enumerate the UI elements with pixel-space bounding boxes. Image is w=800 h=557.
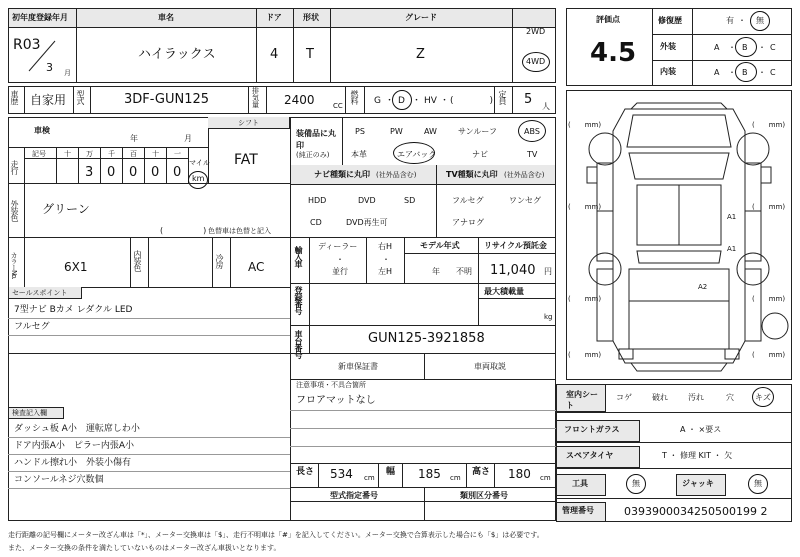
ext-dot-2: ・	[758, 43, 766, 52]
door-header: ドア	[266, 13, 282, 22]
cc-unit: CC	[333, 102, 343, 110]
footer-line-2: また、メーター交換の条件を満たしていないものはメーター改ざん車扱いとなります。	[8, 544, 281, 552]
car-name-header: 車名	[158, 13, 174, 22]
color-note: 色替車は色替と記入	[208, 227, 271, 235]
fuel-d: D	[398, 96, 405, 106]
car-diagram	[567, 91, 791, 379]
drive-4wd: 4WD	[526, 57, 546, 66]
height-label: 高さ	[472, 467, 491, 477]
manual-label: 車両取説	[474, 362, 506, 371]
model-year-unknown: 不明	[456, 267, 472, 276]
equip-tv: TV	[527, 150, 538, 159]
ext-b: B	[742, 43, 748, 52]
shape-value: T	[306, 47, 314, 62]
int-dot-2: ・	[758, 68, 766, 77]
colorno-value: 6X1	[64, 260, 88, 274]
frame-label: 車台番号	[294, 330, 303, 358]
nav-sub: (社外品含む)	[376, 171, 417, 179]
vehicle-row	[8, 27, 556, 83]
interior-label: 室内シート	[566, 390, 598, 410]
width-value: 185	[418, 467, 441, 481]
reg-era: R03	[13, 37, 41, 53]
int-b: B	[742, 68, 748, 77]
shift-value: FAT	[234, 152, 258, 168]
mgmt-label: 管理番号	[562, 506, 594, 515]
mark-a1-lower: A1	[727, 245, 737, 253]
interior-koge: コゲ	[616, 393, 632, 402]
nav-sd: SD	[404, 196, 416, 205]
digit-hdr-1: 万	[86, 150, 93, 158]
int-dot-1: ・	[728, 68, 736, 77]
tv-oneseg: ワンセグ	[509, 196, 541, 205]
warranty-label: 新車保証書	[338, 362, 378, 371]
use-value: 自家用	[30, 93, 67, 107]
inspection-year: 年	[130, 134, 138, 143]
length-cm: cm	[364, 474, 375, 482]
equip-sunroof: サンルーフ	[458, 127, 497, 136]
color-label: 外装色	[10, 200, 19, 221]
equip-ps: PS	[355, 127, 365, 136]
displacement-label: 排気量	[252, 87, 259, 109]
nav-dvd: DVD	[358, 196, 376, 205]
ext-a: A	[714, 43, 720, 52]
inspector-line-0: ダッシュ板 A小 運転席しわ小	[14, 424, 140, 434]
digit-hdr-4: 十	[152, 150, 159, 158]
model-year-unit: 年	[432, 267, 440, 276]
max-load-label: 最大積載量	[484, 287, 524, 296]
mgmt-value: 0393900034250500199 2	[624, 505, 768, 518]
first-reg-header: 初年度登録年月	[12, 13, 68, 22]
nav-dvd-play: DVD再生可	[346, 218, 388, 227]
import-dot-2: ・	[382, 255, 390, 264]
sales-label: セールスポイント	[12, 289, 68, 297]
score-label: 評価点	[596, 15, 620, 24]
inspector-label: 検査記入欄	[12, 409, 47, 417]
ac-value: AC	[248, 260, 265, 274]
footer-line-1: 走行距離の記号欄にメーター改ざん車は「*」、メーター交換車は「$」、走行不明車は「#」を記入してください。メーター交換で合算表示した場合にも「$」は必要です。	[8, 531, 544, 539]
displacement-value: 2400	[284, 93, 315, 107]
colorno-label: カラーNo.	[10, 252, 18, 279]
fuel-hv: HV	[424, 96, 437, 106]
mm-bracket-1: ( mm)	[752, 121, 786, 129]
mm-bracket-2: ( mm)	[568, 203, 602, 211]
recycle-value: 11,040	[490, 263, 536, 278]
equip-pw: PW	[390, 127, 403, 136]
recycle-yen: 円	[544, 267, 552, 276]
fuel-label: 燃料	[350, 90, 359, 104]
fuel-dot-2: ・	[412, 96, 422, 106]
tool-label: 工具	[572, 479, 588, 488]
import-rh: 右H	[378, 242, 393, 251]
int-c: C	[770, 68, 776, 77]
import-dealer: ディーラー	[318, 242, 358, 251]
header-row	[8, 8, 556, 28]
interior-yogore: 汚れ	[688, 393, 704, 402]
spare-value: T ・ 修理 KIT ・ 欠	[662, 451, 733, 460]
equip-aw: AW	[424, 127, 437, 136]
jack-value: 無	[754, 479, 762, 488]
color-value: グリーン	[42, 202, 90, 216]
ext-dot-1: ・	[728, 43, 736, 52]
recycle-label: リサイクル預託金	[484, 241, 547, 250]
spare-label: スペアタイヤ	[566, 451, 614, 460]
nav-hdd: HDD	[308, 196, 327, 205]
jack-label: ジャッキ	[682, 479, 714, 488]
equip-leather: 本革	[351, 150, 367, 159]
mark-a2: A2	[698, 283, 708, 291]
height-cm: cm	[540, 474, 551, 482]
mark-a1-upper: A1	[727, 213, 737, 221]
tv-analog: アナログ	[452, 218, 484, 227]
capacity-unit: 人	[542, 102, 550, 111]
length-label: 長さ	[296, 467, 315, 477]
mm-bracket-5: ( mm)	[752, 295, 786, 303]
inspector-line-3: コンソールネジ穴数個	[14, 475, 104, 485]
grade-header: グレード	[405, 13, 437, 22]
interior-ana: 穴	[726, 393, 734, 402]
digit-hdr-2: 千	[108, 150, 115, 158]
max-load-kg: kg	[544, 313, 553, 321]
tv-sub: (社外品含む)	[504, 171, 545, 179]
repair-yes: 有	[726, 16, 734, 25]
fuel-other: ( )	[450, 96, 494, 106]
interior-color-label: 内装色	[133, 250, 142, 271]
digit-3: 0	[151, 165, 160, 180]
mm-bracket-0: ( mm)	[568, 121, 602, 129]
equip-airbag: エアバック	[397, 150, 437, 159]
tv-title: TV種類に丸印	[446, 170, 498, 179]
reg-month-unit: 月	[64, 69, 71, 77]
interior-yabure: 破れ	[652, 393, 668, 402]
import-dot-1: ・	[336, 255, 344, 264]
equip-navi: ナビ	[472, 150, 488, 159]
width-label: 幅	[386, 467, 396, 477]
door-value: 4	[270, 47, 279, 62]
sales-line-0: 7型ナビ Bカメ レダクル LED	[14, 305, 133, 315]
sales-line-1: フルセグ	[14, 322, 50, 332]
glass-value: A ・ ×要ス	[680, 425, 722, 434]
notes-value: フロアマットなし	[296, 395, 376, 406]
ac-label: 冷房	[215, 254, 224, 268]
mileage-kigo: 記号	[32, 150, 46, 158]
digit-hdr-0: 十	[64, 150, 71, 158]
inspection-label: 車検	[34, 126, 50, 135]
notes-label: 注意事項・不具合箇所	[296, 381, 366, 389]
repair-no: 無	[756, 16, 764, 25]
nav-title: ナビ種類に丸印	[314, 170, 370, 179]
car-name-value: ハイラックス	[138, 47, 216, 62]
grade-value: Z	[416, 47, 425, 62]
fuel-g: G	[374, 96, 381, 106]
reg-month: 3	[46, 61, 53, 74]
digit-4: 0	[173, 165, 182, 180]
model-year-label: モデル年式	[420, 241, 460, 250]
ext-label: 外装	[660, 42, 676, 51]
inspector-line-1: ドア内張A小 ピラー内張A小	[14, 441, 135, 451]
capacity-value: 5	[524, 92, 533, 107]
model-value: 3DF-GUN125	[124, 92, 210, 107]
import-lh: 左H	[378, 267, 393, 276]
frame-value: GUN125-3921858	[368, 331, 485, 346]
fuel-dot-1: ・	[385, 96, 395, 106]
shift-label: シフト	[238, 119, 259, 127]
equip-label: 装備品に丸印	[296, 129, 336, 150]
shape-header: 形状	[303, 13, 319, 22]
mm-bracket-4: ( mm)	[568, 295, 602, 303]
color-note-paren: ( )	[160, 226, 207, 235]
repair-label: 修復歴	[658, 16, 682, 25]
digit-2: 0	[129, 165, 138, 180]
int-label: 内装	[660, 67, 676, 76]
type-num-label: 型式指定番号	[330, 491, 378, 500]
unit-km: km	[192, 174, 205, 183]
digit-0: 3	[85, 165, 94, 180]
reg-label: 登録番号	[294, 286, 303, 314]
history-label: 車歴	[10, 90, 19, 104]
mileage-label: 走行	[10, 160, 19, 174]
mm-bracket-7: ( mm)	[752, 351, 786, 359]
model-label: 型式	[76, 90, 85, 104]
equip-sub: (純正のみ)	[296, 151, 330, 159]
drive-2wd: 2WD	[526, 27, 546, 36]
import-parallel: 並行	[332, 267, 348, 276]
capacity-label: 定員	[498, 90, 507, 104]
height-value: 180	[508, 467, 531, 481]
mm-bracket-3: ( mm)	[752, 203, 786, 211]
glass-label: フロントガラス	[564, 425, 620, 434]
mm-bracket-6: ( mm)	[568, 351, 602, 359]
inspection-month: 月	[184, 134, 192, 143]
digit-1: 0	[107, 165, 116, 180]
width-cm: cm	[450, 474, 461, 482]
inspector-line-2: ハンドル擦れ小 外装小傷有	[14, 458, 132, 468]
equip-abs: ABS	[524, 127, 540, 136]
repair-sep: ・	[738, 16, 746, 25]
import-label: 輸入車	[294, 246, 303, 267]
nav-cd: CD	[310, 218, 322, 227]
unit-mile: マイル	[189, 159, 210, 167]
digit-hdr-3: 百	[130, 150, 137, 158]
tv-fullseg: フルセグ	[452, 196, 484, 205]
fuel-dot-3: ・	[440, 96, 450, 106]
tool-value: 無	[632, 479, 640, 488]
int-a: A	[714, 68, 720, 77]
ext-c: C	[770, 43, 776, 52]
interior-kizu: キズ	[755, 393, 771, 402]
digit-hdr-5: 一	[174, 150, 181, 158]
length-value: 534	[330, 467, 353, 481]
score-value: 4.5	[590, 38, 637, 68]
class-num-label: 類別区分番号	[460, 491, 508, 500]
